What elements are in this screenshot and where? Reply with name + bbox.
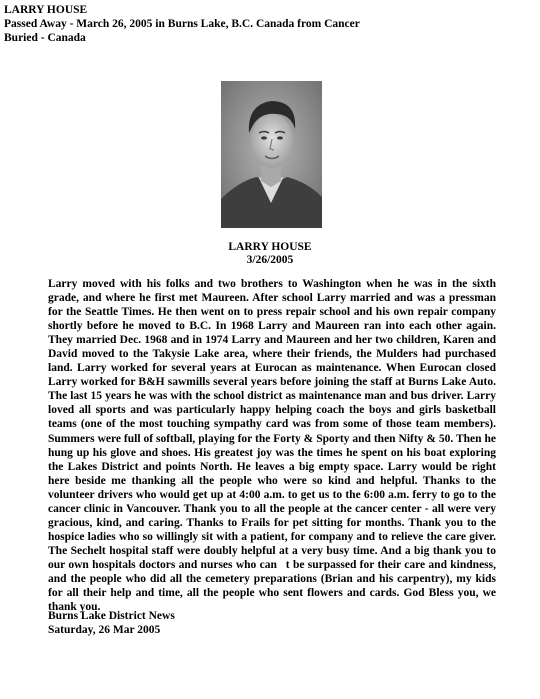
buried-line: Buried - Canada (4, 32, 86, 44)
caption-name: LARRY HOUSE (228, 241, 312, 253)
source-footer (48, 609, 175, 637)
portrait-image (221, 81, 322, 228)
photo-caption (0, 241, 540, 267)
passed-away-line: Passed Away - March 26, 2005 in Burns Lake, B.C. Canada from Cancer (4, 18, 360, 30)
deceased-name: LARRY HOUSE (4, 4, 88, 16)
publication-date: Saturday, 26 Mar 2005 (48, 624, 161, 636)
newspaper-name: Burns Lake District News (48, 610, 175, 622)
obituary-text: Larry moved with his folks and two brothers to Washington when he was in the sixth grade, and where he first met Maureen. After school Larry married and was a pressman for the Seattle Times. He then went on to press repair school and his own repair company shortly before he moved to B.C. In 1968 Larry and Maureen ran into each other again. They married Dec. 1968 and in 1974 Larry and Maureen and her two children, Karen and David moved to the Takysie Lake area, where their friends, the Mulders had purchased land. Larry worked for several years at Eurocan as maintenance. When Eurocan closed Larry worked for B&H sawmills several years before joining the staff at Burns Lake Auto. The last 15 years he was with the school district as maintenance man and bus driver. Larry loved all sports and was particularly happy helping coach the boys and girls basketball teams (one of the most touching sympathy card was from some of those team members). Summers were full of softball, playing for the Forty & Sporty and then Nifty & 50. Then he hung up his glove and shoes. His greatest joy was the times he spent on his boat exploring the Lakes District and points North. He leaves a big empty space. Larry would be right here beside me thanking all the people who were so kind and helpful. Thanks to the volunteer drivers who would get up at 4:00 a.m. to get us to the 6:00 a.m. ferry to go to the cancer clinic in Vancouver. Thank you to all the people at the cancer center - all were very gracious, kind, and caring. Thanks to Frails for pet sitting for months. Thank you to the hospice ladies who so willingly sit with a patient, for company and to relieve the care giver. The Sechelt hospital staff were doubly helpful at a very busy time. And a big thank you to our own hospitals doctors and nurses who can t be surpassed for their care and kindness, and the people who did all the cemetery preparations (Brian and his carpentry), my kids for all their help and time, all the people who sent flowers and cards. God Bless you, we thank you. (48, 278, 496, 614)
header (4, 3, 360, 45)
caption-date: 3/26/2005 (246, 254, 294, 266)
portrait-photo (221, 81, 322, 228)
